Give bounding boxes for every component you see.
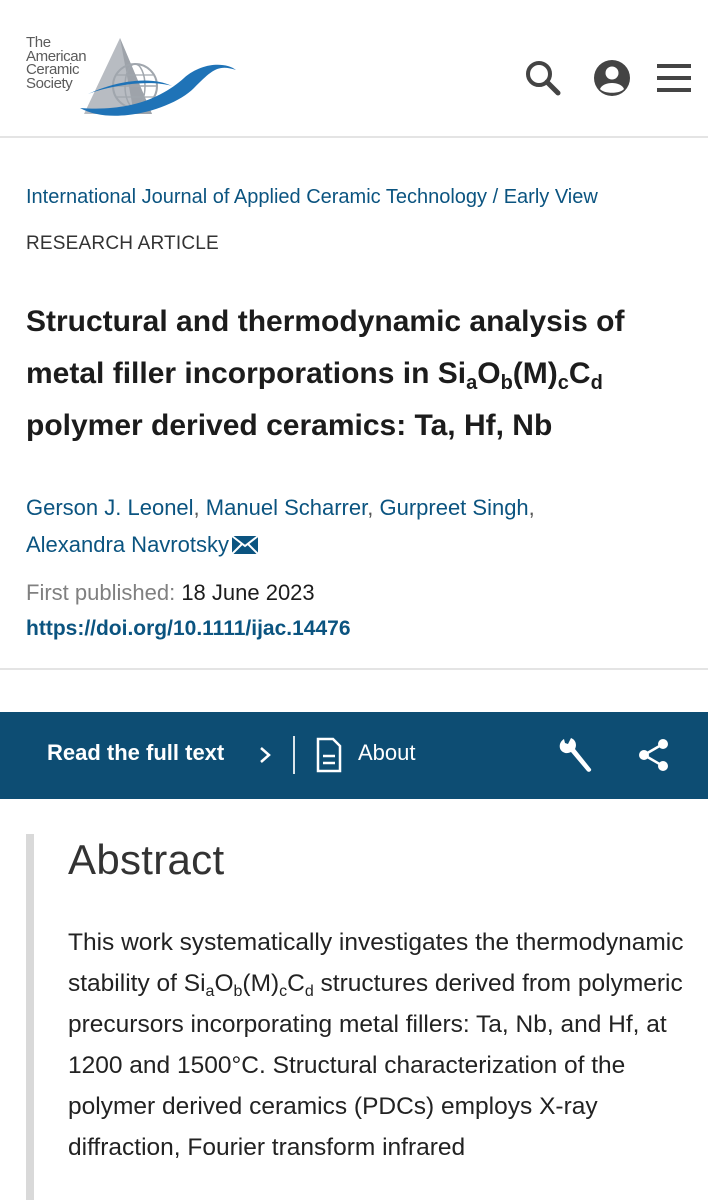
hamburger-menu-icon[interactable] bbox=[654, 58, 694, 98]
divider bbox=[0, 668, 708, 670]
action-bar-separator bbox=[293, 736, 295, 774]
wrench-icon[interactable] bbox=[556, 736, 594, 774]
published-date: 18 June 2023 bbox=[181, 580, 315, 605]
article-title: Structural and thermodynamic analysis of metal filler incorporations in $Si_aO_b(M)_cC_d$ polymer derived ceramics: Ta, Hf, Nb bbox=[26, 305, 625, 442]
abstract-heading: Abstract bbox=[68, 836, 225, 883]
doi-link[interactable]: https://doi.org/10.1111/ijac.14476 bbox=[26, 617, 351, 640]
about-button[interactable]: About bbox=[358, 740, 416, 765]
search-icon[interactable] bbox=[523, 58, 563, 98]
read-full-text-button[interactable]: Read the full text bbox=[47, 740, 225, 765]
published-label: First published: bbox=[26, 580, 176, 605]
author-link[interactable]: Manuel Scharrer bbox=[205, 495, 368, 520]
share-icon[interactable] bbox=[636, 736, 672, 774]
author-link[interactable]: Gerson J. Leonel bbox=[26, 495, 194, 520]
abstract-side-rule bbox=[26, 834, 34, 1200]
site-header bbox=[0, 0, 708, 138]
chevron-right-icon[interactable] bbox=[258, 745, 272, 765]
document-icon[interactable] bbox=[315, 737, 343, 773]
user-account-icon[interactable] bbox=[592, 58, 632, 98]
abstract-text: This work systematically investigates the thermodynamic stability of $Si_aO_b(M)_cC_d$ structures derived from polymeric precursors incorporating metal fillers: Ta, Nb, and Hf, at 1200 and 1500°C. Structural characterization of the polymer derived ceramics (PDCs) employs X-ray diffraction, Fourier transform infrared bbox=[68, 929, 684, 1161]
email-icon[interactable] bbox=[231, 535, 259, 555]
author-link[interactable]: Gurpreet Singh bbox=[379, 495, 529, 520]
article-action-bar bbox=[0, 712, 708, 799]
journal-breadcrumb[interactable]: International Journal of Applied Ceramic Technology / Early View bbox=[26, 186, 598, 208]
author-link[interactable]: Alexandra Navrotsky bbox=[26, 532, 229, 557]
author-list: Gerson J. Leonel, Manuel Scharrer, Gurpreet Singh, Alexandra Navrotsky bbox=[26, 495, 535, 557]
logo-text: The American Ceramic Society bbox=[26, 34, 87, 92]
article-type-label: RESEARCH ARTICLE bbox=[26, 233, 219, 254]
american-ceramic-society-logo[interactable] bbox=[22, 30, 247, 125]
publication-date-row bbox=[26, 580, 315, 606]
